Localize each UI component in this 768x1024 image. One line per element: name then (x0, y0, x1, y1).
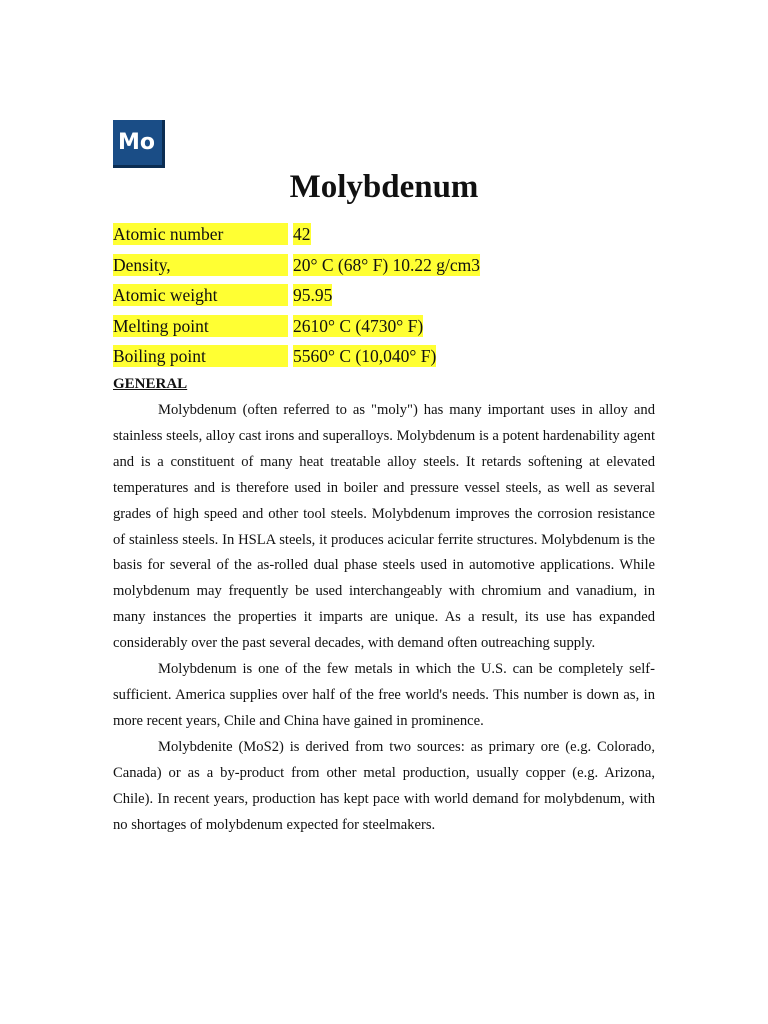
property-name: Boiling point (113, 345, 288, 367)
property-row-atomic-number (113, 220, 673, 251)
properties-table (113, 220, 673, 373)
property-name: Atomic weight (113, 284, 288, 306)
property-name: Melting point (113, 315, 288, 337)
element-symbol-badge (113, 120, 165, 168)
property-value: 95.95 (293, 285, 333, 305)
property-value: 20° C (68° F) 10.22 g/cm3 (293, 254, 481, 275)
paragraph-3: Molybdenite (MoS2) is derived from two sources: as primary ore (e.g. Colorado, Canada) or as a by-product from other metal production, usually copper (e.g. Arizona, Chile). In recent years, production has kept pace with world demand for molybdenum, with no shortages of molybdenum expected for steelmakers. (113, 738, 655, 833)
property-value: 5560° C (10,040° F) (293, 346, 437, 366)
property-row-atomic-weight (113, 281, 673, 312)
property-row-density (113, 251, 673, 282)
property-row-boiling-point (113, 342, 673, 373)
property-row-melting-point (113, 312, 673, 343)
body-text (113, 398, 655, 838)
section-heading-general: GENERAL (113, 376, 188, 392)
property-name: Atomic number (113, 223, 288, 245)
property-value: 42 (293, 224, 311, 244)
property-name: Density, (113, 254, 288, 276)
paragraph-2: Molybdenum is one of the few metals in which the U.S. can be completely self-sufficient. America supplies over half of the free world's needs. This number is down as, in more recent years, Chile and China have gained in prominence. (113, 661, 655, 729)
page-title: Molybdenum (289, 169, 479, 205)
property-value: 2610° C (4730° F) (293, 315, 424, 336)
paragraph-1: Molybdenum (often referred to as "moly") has many important uses in alloy and stainless steels, alloy cast irons and superalloys. Molybdenum is a potent hardenability agent and is a constituent of many heat treatable alloy steels. It retards softening at elevated temperatures and is therefore used in boiler and pressure vessel steels, as well as several grades of high speed and other tool steels. Molybdenum improves the corrosion resistance of stainless steels. In HSLA steels, it produces acicular ferrite structures. Molybdenum is the basis for several of the as-rolled dual phase steels used in automotive applications. While molybdenum may frequently be used interchangeably with chromium and vanadium, in many instances the properties it imparts are unique. As a result, its use has expanded considerably over the past several decades, with demand often outreaching supply. (113, 402, 655, 652)
element-symbol: Mo (118, 130, 156, 155)
